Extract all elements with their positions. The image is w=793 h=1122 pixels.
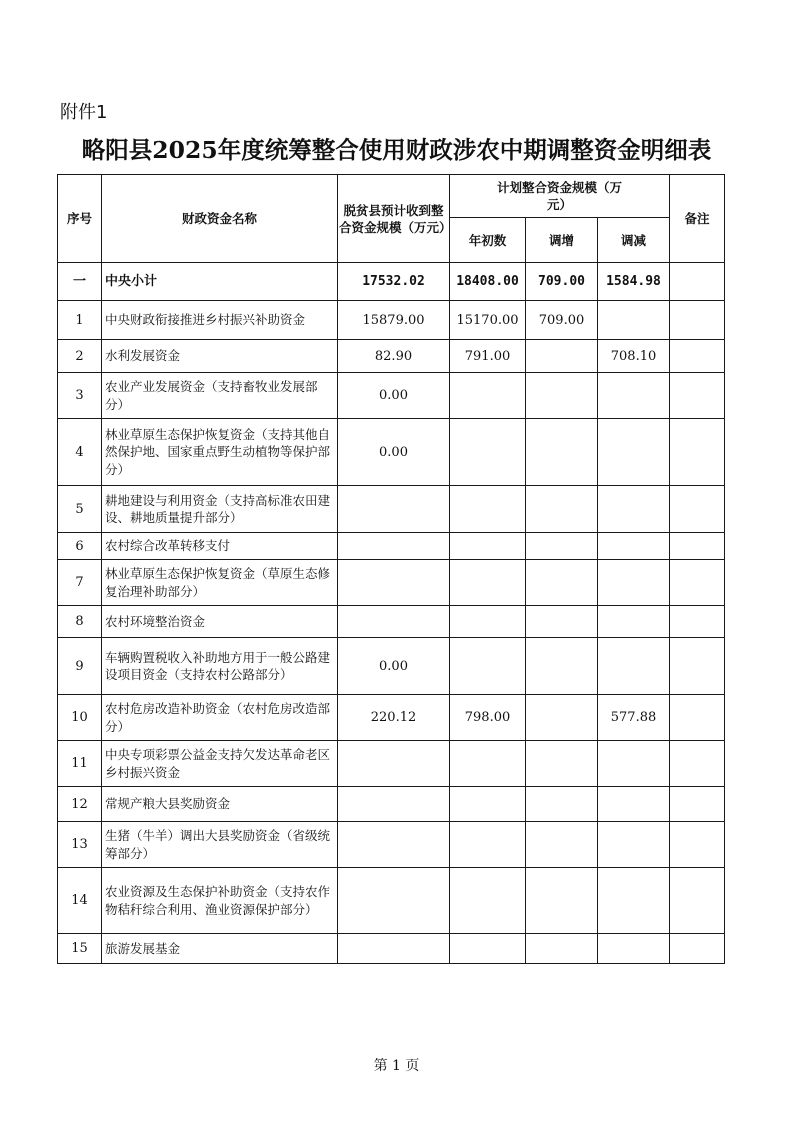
row-seq: 14 bbox=[58, 868, 102, 934]
subtotal-initial: 18408.00 bbox=[450, 263, 526, 301]
row-expected: 82.90 bbox=[338, 340, 450, 373]
table-row bbox=[58, 787, 725, 822]
subtotal-increase: 709.00 bbox=[526, 263, 598, 301]
table-row bbox=[58, 822, 725, 868]
row-name: 林业草原生态保护恢复资金（支持其他自然保护地、国家重点野生动植物等保护部分） bbox=[102, 419, 338, 486]
row-expected bbox=[338, 868, 450, 934]
row-expected bbox=[338, 606, 450, 638]
row-seq: 12 bbox=[58, 787, 102, 822]
row-name: 农业资源及生态保护补助资金（支持农作物秸秆综合利用、渔业资源保护部分） bbox=[102, 868, 338, 934]
row-initial: 15170.00 bbox=[450, 301, 526, 340]
row-decrease bbox=[598, 373, 670, 419]
row-name: 耕地建设与利用资金（支持高标准农田建设、耕地质量提升部分） bbox=[102, 486, 338, 533]
row-expected bbox=[338, 560, 450, 606]
header-expected bbox=[338, 175, 450, 263]
row-expected bbox=[338, 533, 450, 560]
row-decrease: 577.88 bbox=[598, 695, 670, 741]
row-increase bbox=[526, 787, 598, 822]
row-increase bbox=[526, 486, 598, 533]
table-row bbox=[58, 606, 725, 638]
row-seq: 6 bbox=[58, 533, 102, 560]
row-seq: 13 bbox=[58, 822, 102, 868]
header-plan-group-text: 计划整合资金规模（万元） bbox=[496, 180, 622, 212]
row-initial bbox=[450, 868, 526, 934]
header-seq: 序号 bbox=[58, 175, 102, 263]
row-remark bbox=[670, 533, 725, 560]
row-remark bbox=[670, 340, 725, 373]
table-row bbox=[58, 695, 725, 741]
row-increase: 709.00 bbox=[526, 301, 598, 340]
row-name: 中央财政衔接推进乡村振兴补助资金 bbox=[102, 301, 338, 340]
row-increase bbox=[526, 695, 598, 741]
row-initial bbox=[450, 606, 526, 638]
attachment-label: 附件1 bbox=[60, 102, 108, 123]
row-decrease bbox=[598, 533, 670, 560]
row-increase bbox=[526, 606, 598, 638]
table-row bbox=[58, 301, 725, 340]
header-remark: 备注 bbox=[670, 175, 725, 263]
row-decrease bbox=[598, 741, 670, 787]
row-seq: 3 bbox=[58, 373, 102, 419]
row-expected: 0.00 bbox=[338, 638, 450, 695]
row-expected bbox=[338, 934, 450, 964]
header-name: 财政资金名称 bbox=[102, 175, 338, 263]
row-initial: 791.00 bbox=[450, 340, 526, 373]
header-plan-group bbox=[450, 175, 670, 218]
row-increase bbox=[526, 868, 598, 934]
table-row bbox=[58, 340, 725, 373]
subtotal-expected: 17532.02 bbox=[338, 263, 450, 301]
row-name: 旅游发展基金 bbox=[102, 934, 338, 964]
row-seq: 9 bbox=[58, 638, 102, 695]
row-increase bbox=[526, 419, 598, 486]
subtotal-row bbox=[58, 263, 725, 301]
row-name: 农村危房改造补助资金（农村危房改造部分） bbox=[102, 695, 338, 741]
row-name: 生猪（牛羊）调出大县奖励资金（省级统筹部分） bbox=[102, 822, 338, 868]
row-decrease: 708.10 bbox=[598, 340, 670, 373]
row-remark bbox=[670, 934, 725, 964]
subtotal-remark bbox=[670, 263, 725, 301]
row-increase bbox=[526, 934, 598, 964]
row-remark bbox=[670, 822, 725, 868]
row-remark bbox=[670, 638, 725, 695]
row-increase bbox=[526, 560, 598, 606]
row-remark bbox=[670, 419, 725, 486]
table-row bbox=[58, 373, 725, 419]
row-name: 农业产业发展资金（支持畜牧业发展部分） bbox=[102, 373, 338, 419]
row-initial bbox=[450, 486, 526, 533]
subtotal-name: 中央小计 bbox=[102, 263, 338, 301]
row-remark bbox=[670, 560, 725, 606]
row-increase bbox=[526, 340, 598, 373]
row-decrease bbox=[598, 606, 670, 638]
row-name: 中央专项彩票公益金支持欠发达革命老区乡村振兴资金 bbox=[102, 741, 338, 787]
row-name: 农村综合改革转移支付 bbox=[102, 533, 338, 560]
row-seq: 5 bbox=[58, 486, 102, 533]
row-expected: 0.00 bbox=[338, 373, 450, 419]
row-decrease bbox=[598, 934, 670, 964]
row-increase bbox=[526, 533, 598, 560]
row-remark bbox=[670, 606, 725, 638]
table-row bbox=[58, 741, 725, 787]
row-initial bbox=[450, 533, 526, 560]
row-decrease bbox=[598, 301, 670, 340]
row-decrease bbox=[598, 638, 670, 695]
row-decrease bbox=[598, 486, 670, 533]
table-row bbox=[58, 638, 725, 695]
row-name: 农村环境整治资金 bbox=[102, 606, 338, 638]
row-increase bbox=[526, 741, 598, 787]
row-seq: 2 bbox=[58, 340, 102, 373]
row-seq: 8 bbox=[58, 606, 102, 638]
row-seq: 4 bbox=[58, 419, 102, 486]
row-remark bbox=[670, 868, 725, 934]
table-row bbox=[58, 486, 725, 533]
row-increase bbox=[526, 822, 598, 868]
page-number: 第 1 页 bbox=[373, 1058, 420, 1074]
row-expected: 0.00 bbox=[338, 419, 450, 486]
row-decrease bbox=[598, 787, 670, 822]
row-name: 车辆购置税收入补助地方用于一般公路建设项目资金（支持农村公路部分） bbox=[102, 638, 338, 695]
row-increase bbox=[526, 638, 598, 695]
row-expected: 220.12 bbox=[338, 695, 450, 741]
row-expected: 15879.00 bbox=[338, 301, 450, 340]
row-name: 常规产粮大县奖励资金 bbox=[102, 787, 338, 822]
row-seq: 11 bbox=[58, 741, 102, 787]
row-decrease bbox=[598, 560, 670, 606]
row-initial bbox=[450, 741, 526, 787]
funds-table bbox=[57, 174, 725, 964]
row-seq: 15 bbox=[58, 934, 102, 964]
row-initial bbox=[450, 638, 526, 695]
row-remark bbox=[670, 301, 725, 340]
header-initial: 年初数 bbox=[450, 218, 526, 263]
header-expected-text: 脱贫县预计收到整合资金规模（万元） bbox=[339, 202, 452, 235]
row-initial: 798.00 bbox=[450, 695, 526, 741]
table-row bbox=[58, 868, 725, 934]
row-seq: 10 bbox=[58, 695, 102, 741]
row-expected bbox=[338, 822, 450, 868]
row-seq: 7 bbox=[58, 560, 102, 606]
row-expected bbox=[338, 787, 450, 822]
row-initial bbox=[450, 560, 526, 606]
header-decrease: 调减 bbox=[598, 218, 670, 263]
row-expected bbox=[338, 486, 450, 533]
row-initial bbox=[450, 934, 526, 964]
table-row bbox=[58, 934, 725, 964]
row-decrease bbox=[598, 419, 670, 486]
row-initial bbox=[450, 373, 526, 419]
row-increase bbox=[526, 373, 598, 419]
row-remark bbox=[670, 373, 725, 419]
table-row bbox=[58, 533, 725, 560]
row-expected bbox=[338, 741, 450, 787]
row-initial bbox=[450, 822, 526, 868]
subtotal-decrease: 1584.98 bbox=[598, 263, 670, 301]
row-initial bbox=[450, 419, 526, 486]
row-decrease bbox=[598, 822, 670, 868]
row-initial bbox=[450, 787, 526, 822]
table-row bbox=[58, 560, 725, 606]
row-seq: 1 bbox=[58, 301, 102, 340]
document-title: 略阳县2025年度统筹整合使用财政涉农中期调整资金明细表 bbox=[81, 136, 712, 164]
subtotal-seq: 一 bbox=[58, 263, 102, 301]
row-remark bbox=[670, 486, 725, 533]
row-name: 水利发展资金 bbox=[102, 340, 338, 373]
row-decrease bbox=[598, 868, 670, 934]
row-name: 林业草原生态保护恢复资金（草原生态修复治理补助部分） bbox=[102, 560, 338, 606]
header-increase: 调增 bbox=[526, 218, 598, 263]
row-remark bbox=[670, 741, 725, 787]
row-remark bbox=[670, 695, 725, 741]
row-remark bbox=[670, 787, 725, 822]
table-row bbox=[58, 419, 725, 486]
